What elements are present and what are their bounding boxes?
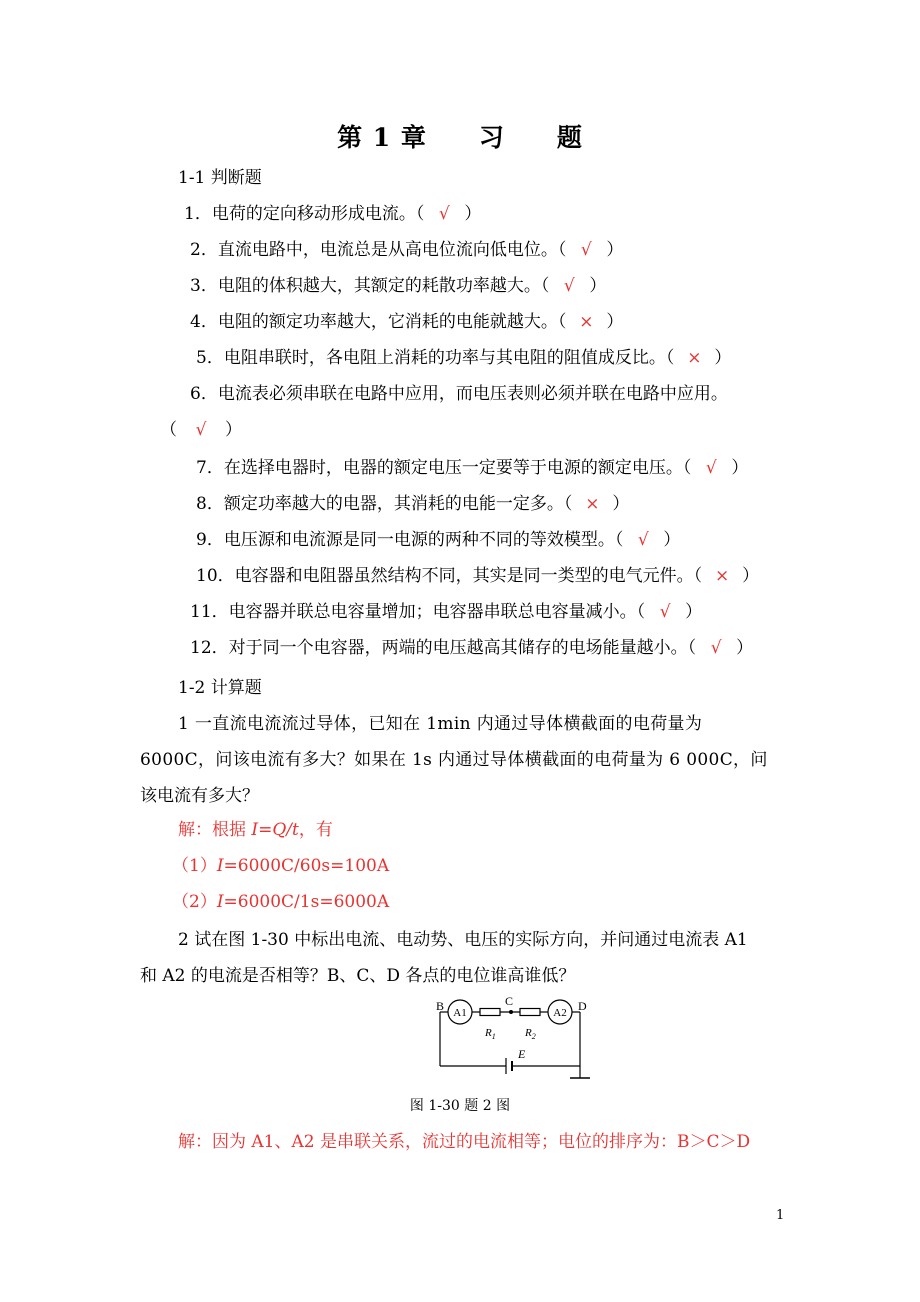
judgment-text: 2．直流电路中，电流总是从高电位流向低电位。（ [190, 240, 567, 260]
answer-mark: √ [580, 240, 592, 260]
judgment-item [196, 528, 680, 552]
answer-2-variable: I [216, 892, 224, 912]
answer-mark: × [579, 312, 594, 332]
judgment-text: 3．电阻的体积越大，其额定的耗散功率越大。（ [190, 276, 550, 296]
judgment-item [190, 600, 702, 624]
problem-1-solution [178, 818, 333, 842]
judgment-item [190, 274, 606, 298]
answer-mark: × [585, 494, 600, 514]
judgment-text: 8．额定功率越大的电器，其消耗的电能一定多。（ [196, 494, 573, 514]
close-paren: ） [736, 638, 754, 658]
solution-formula: I=Q/t [251, 820, 299, 840]
judgment-item [190, 382, 728, 406]
judgment-text: 7．在选择电器时，电器的额定电压一定要等于电源的额定电压。（ [196, 458, 692, 478]
section-heading-judgment: 1-1 判断题 [178, 168, 262, 188]
problem-1-line-3: 该电流有多大？ [140, 786, 259, 806]
problem-1-answer-1 [172, 854, 389, 878]
close-paren: ） [685, 602, 703, 622]
problem-2-line-2: 和 A2 的电流是否相等？B、C、D 各点的电位谁高谁低？ [140, 966, 576, 986]
node-c-dot [509, 1010, 513, 1014]
problem-1-line-1: 1 一直流电流流过导体，已知在 1min 内通过导体横截面的电荷量为 [178, 714, 703, 734]
resistor-r1 [480, 1009, 500, 1016]
title-word-2: 题 [556, 123, 583, 152]
judgment-item [196, 346, 731, 370]
judgment-item [196, 564, 759, 588]
figure-caption: 图 1-30 题 2 图 [409, 1098, 511, 1114]
answer-mark: √ [637, 530, 649, 550]
answer-mark: √ [563, 276, 575, 296]
answer-2-prefix: （2） [172, 892, 217, 912]
problem-2-solution: 解：因为 A1、A2 是串联关系，流过的电流相等；电位的排序为：B＞C＞D [178, 1132, 751, 1152]
r1-subscript: 1 [491, 1032, 496, 1041]
close-paren: ） [663, 530, 681, 550]
answer-mark: √ [705, 458, 717, 478]
resistor-r2 [520, 1009, 540, 1016]
answer-mark: √ [659, 602, 671, 622]
answer-1-value: =6000C/60s=100A [223, 856, 390, 876]
solution-prefix: 解：根据 [178, 820, 252, 840]
open-paren: （ [160, 420, 177, 440]
title-word-1: 习 [478, 123, 505, 152]
ammeter-a2-label: A2 [553, 1007, 567, 1019]
judgment-item [184, 202, 481, 226]
judgment-item [190, 238, 623, 262]
close-paren: ） [714, 348, 732, 368]
node-label-b: B [436, 999, 445, 1013]
answer-mark: × [687, 348, 702, 368]
judgment-item [190, 310, 623, 334]
judgment-text: 11．电容器并联总电容量增加；电容器串联总电容量减小。（ [190, 602, 646, 622]
close-paren: ） [612, 494, 630, 514]
close-paren: ） [742, 566, 760, 586]
r1-label [484, 1027, 496, 1041]
source-label: E [518, 1047, 526, 1061]
solution-suffix: ，有 [298, 820, 333, 840]
circuit-diagram [428, 994, 598, 1084]
problem-1-answer-2 [172, 890, 389, 914]
judgment-item [190, 636, 753, 660]
judgment-text: 10．电容器和电阻器虽然结构不同，其实是同一类型的电气元件。（ [196, 566, 703, 586]
close-paren: ） [731, 458, 749, 478]
close-paren: ） [589, 276, 607, 296]
chapter-number: 第 1 章 [337, 123, 427, 152]
page-number: 1 [776, 1208, 785, 1223]
node-label-d: D [578, 999, 587, 1013]
answer-1-variable: I [216, 856, 224, 876]
problem-2-line-1: 2 试在图 1-30 中标出电流、电动势、电压的实际方向，并问通过电流表 A1 [178, 930, 748, 950]
judgment-item [196, 456, 748, 480]
answer-mark: √ [438, 204, 450, 224]
chapter-title [0, 118, 920, 154]
judgment-item [196, 492, 629, 516]
ammeter-a1-label: A1 [453, 1007, 467, 1019]
judgment-text: 4．电阻的额定功率越大，它消耗的电能就越大。（ [190, 312, 567, 332]
r2-subscript: 2 [531, 1032, 536, 1041]
judgment-text: 5．电阻串联时，各电阻上消耗的功率与其电阻的阻值成反比。（ [196, 348, 675, 368]
judgment-text: 12．对于同一个电容器，两端的电压越高其储存的电场能量越小。（ [190, 638, 697, 658]
answer-1-prefix: （1） [172, 856, 217, 876]
problem-1-line-2: 6000C，问该电流有多大？如果在 1s 内通过导体横截面的电荷量为 6 000C，问 [140, 750, 768, 770]
judgment-text: 9．电压源和电流源是同一电源的两种不同的等效模型。（ [196, 530, 624, 550]
answer-mark: × [715, 566, 730, 586]
node-label-c: C [505, 994, 514, 1008]
judgment-text: 6．电流表必须串联在电路中应用，而电压表则必须并联在电路中应用。 [190, 384, 728, 404]
close-paren: ） [606, 240, 624, 260]
judgment-item-continuation [160, 418, 242, 442]
judgment-text: 1．电荷的定向移动形成电流。（ [184, 204, 425, 224]
close-paren: ） [464, 204, 482, 224]
close-paren: ） [606, 312, 624, 332]
answer-2-value: =6000C/1s=6000A [223, 892, 390, 912]
r2-symbol: R [525, 1027, 532, 1039]
answer-mark: √ [195, 420, 207, 440]
close-paren: ） [225, 420, 242, 440]
r1-symbol: R [485, 1027, 492, 1039]
r2-label [524, 1027, 536, 1041]
section-heading-calculation: 1-2 计算题 [178, 678, 262, 698]
answer-mark: √ [710, 638, 722, 658]
